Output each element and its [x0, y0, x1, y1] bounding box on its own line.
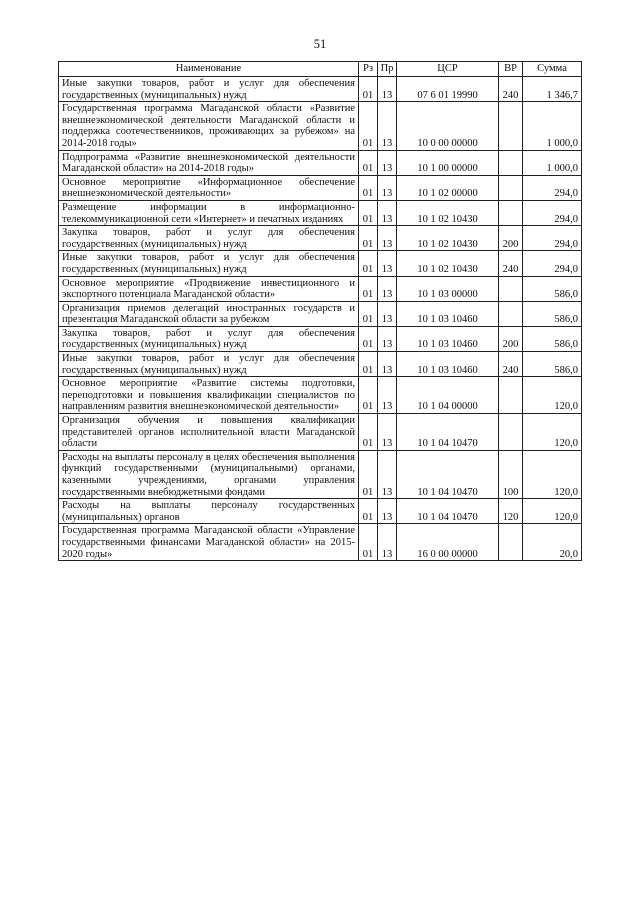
- row-vr: [499, 150, 523, 175]
- row-pr: 13: [378, 200, 397, 225]
- row-csr: 10 1 03 10460: [397, 326, 499, 351]
- row-vr: 200: [499, 326, 523, 351]
- table-row: [59, 175, 582, 200]
- row-rz: 01: [359, 175, 378, 200]
- row-rz: 01: [359, 301, 378, 326]
- row-vr: 120: [499, 499, 523, 524]
- row-vr: 100: [499, 450, 523, 498]
- table-row: [59, 276, 582, 301]
- row-rz: 01: [359, 276, 378, 301]
- row-sum: 120,0: [523, 377, 582, 414]
- header-csr: ЦСР: [397, 62, 499, 77]
- row-sum: 294,0: [523, 251, 582, 276]
- row-rz: 01: [359, 200, 378, 225]
- table-row: [59, 326, 582, 351]
- row-rz: 01: [359, 226, 378, 251]
- table-row: [59, 150, 582, 175]
- row-vr: 200: [499, 226, 523, 251]
- row-csr: 10 1 04 00000: [397, 377, 499, 414]
- row-sum: 120,0: [523, 450, 582, 498]
- row-rz: 01: [359, 352, 378, 377]
- row-pr: 13: [378, 524, 397, 561]
- row-pr: 13: [378, 377, 397, 414]
- table-row: [59, 414, 582, 451]
- row-sum: 1 000,0: [523, 150, 582, 175]
- row-vr: [499, 524, 523, 561]
- row-sum: 1 000,0: [523, 102, 582, 150]
- row-csr: 10 1 02 10430: [397, 200, 499, 225]
- row-vr: [499, 301, 523, 326]
- budget-table: [58, 61, 582, 561]
- row-pr: 13: [378, 226, 397, 251]
- header-pr: Пр: [378, 62, 397, 77]
- row-name: Организация обучения и повышения квалификации представителей органов исполнительной власти Магаданской области: [59, 414, 359, 451]
- row-csr: 10 1 04 10470: [397, 499, 499, 524]
- row-name: Основное мероприятие «Продвижение инвестиционного и экспортного потенциала Магаданской области»: [59, 276, 359, 301]
- row-sum: 120,0: [523, 499, 582, 524]
- row-name: Государственная программа Магаданской области «Развитие внешнеэкономической деятельности Магаданской области и поддержка соотечественников, проживающих за рубежом» на 2014-2018 годы»: [59, 102, 359, 150]
- row-name: Иные закупки товаров, работ и услуг для обеспечения государственных (муниципальных) нужд: [59, 352, 359, 377]
- row-vr: [499, 200, 523, 225]
- row-csr: 10 1 02 10430: [397, 251, 499, 276]
- row-rz: 01: [359, 102, 378, 150]
- row-name: Иные закупки товаров, работ и услуг для обеспечения государственных (муниципальных) нужд: [59, 251, 359, 276]
- row-csr: 10 1 00 00000: [397, 150, 499, 175]
- row-csr: 10 1 03 10460: [397, 301, 499, 326]
- row-vr: [499, 414, 523, 451]
- table-row: [59, 226, 582, 251]
- row-sum: 586,0: [523, 276, 582, 301]
- row-csr: 16 0 00 00000: [397, 524, 499, 561]
- row-rz: 01: [359, 414, 378, 451]
- row-csr: 10 1 02 10430: [397, 226, 499, 251]
- row-pr: 13: [378, 414, 397, 451]
- row-pr: 13: [378, 77, 397, 102]
- table-row: [59, 301, 582, 326]
- row-csr: 10 1 03 00000: [397, 276, 499, 301]
- header-vr: ВР: [499, 62, 523, 77]
- row-pr: 13: [378, 499, 397, 524]
- row-rz: 01: [359, 524, 378, 561]
- row-vr: 240: [499, 251, 523, 276]
- row-pr: 13: [378, 251, 397, 276]
- row-rz: 01: [359, 326, 378, 351]
- row-sum: 20,0: [523, 524, 582, 561]
- table-header-row: [59, 62, 582, 77]
- row-csr: 07 6 01 19990: [397, 77, 499, 102]
- row-pr: 13: [378, 276, 397, 301]
- row-sum: 586,0: [523, 326, 582, 351]
- row-csr: 10 1 03 10460: [397, 352, 499, 377]
- row-sum: 294,0: [523, 200, 582, 225]
- row-vr: [499, 175, 523, 200]
- row-rz: 01: [359, 77, 378, 102]
- row-vr: 240: [499, 352, 523, 377]
- row-name: Государственная программа Магаданской области «Управление государственными финансами Магаданской области» на 2015-2020 годы»: [59, 524, 359, 561]
- row-sum: 586,0: [523, 301, 582, 326]
- row-name: Иные закупки товаров, работ и услуг для обеспечения государственных (муниципальных) нужд: [59, 77, 359, 102]
- row-name: Закупка товаров, работ и услуг для обеспечения государственных (муниципальных) нужд: [59, 326, 359, 351]
- row-sum: 120,0: [523, 414, 582, 451]
- row-name: Размещение информации в информационно-телекоммуникационной сети «Интернет» и печатных изданиях: [59, 200, 359, 225]
- row-rz: 01: [359, 150, 378, 175]
- row-pr: 13: [378, 175, 397, 200]
- table-row: [59, 102, 582, 150]
- row-rz: 01: [359, 450, 378, 498]
- table-row: [59, 450, 582, 498]
- row-pr: 13: [378, 450, 397, 498]
- table-row: [59, 499, 582, 524]
- row-name: Основное мероприятие «Развитие системы подготовки, переподготовки и повышения квалификации специалистов по направлениям развития внешнеэкономической деятельности»: [59, 377, 359, 414]
- header-name: Наименование: [59, 62, 359, 77]
- row-sum: 1 346,7: [523, 77, 582, 102]
- table-row: [59, 377, 582, 414]
- row-csr: 10 0 00 00000: [397, 102, 499, 150]
- row-pr: 13: [378, 301, 397, 326]
- page-number: 51: [313, 37, 327, 51]
- row-csr: 10 1 04 10470: [397, 450, 499, 498]
- row-pr: 13: [378, 326, 397, 351]
- row-rz: 01: [359, 251, 378, 276]
- row-vr: 240: [499, 77, 523, 102]
- row-csr: 10 1 04 10470: [397, 414, 499, 451]
- row-sum: 294,0: [523, 175, 582, 200]
- row-vr: [499, 102, 523, 150]
- row-name: Организация приемов делегаций иностранных государств и презентация Магаданской области за рубежом: [59, 301, 359, 326]
- header-sum: Сумма: [523, 62, 582, 77]
- table-row: [59, 352, 582, 377]
- header-rz: Рз: [359, 62, 378, 77]
- row-vr: [499, 377, 523, 414]
- table-row: [59, 251, 582, 276]
- row-rz: 01: [359, 377, 378, 414]
- row-pr: 13: [378, 150, 397, 175]
- row-pr: 13: [378, 102, 397, 150]
- row-sum: 586,0: [523, 352, 582, 377]
- row-rz: 01: [359, 499, 378, 524]
- table-row: [59, 77, 582, 102]
- row-sum: 294,0: [523, 226, 582, 251]
- row-vr: [499, 276, 523, 301]
- row-name: Закупка товаров, работ и услуг для обеспечения государственных (муниципальных) нужд: [59, 226, 359, 251]
- row-pr: 13: [378, 352, 397, 377]
- table-row: [59, 200, 582, 225]
- row-name: Расходы на выплаты персоналу в целях обеспечения выполнения функций государственными (муниципальными) органами, казенными учреждениями, органами управления государственными внебюджетными фондами: [59, 450, 359, 498]
- row-name: Основное мероприятие «Информационное обеспечение внешнеэкономической деятельности»: [59, 175, 359, 200]
- row-csr: 10 1 02 00000: [397, 175, 499, 200]
- table-row: [59, 524, 582, 561]
- row-name: Подпрограмма «Развитие внешнеэкономической деятельности Магаданской области» на 2014-2018 годы»: [59, 150, 359, 175]
- row-name: Расходы на выплаты персоналу государственных (муниципальных) органов: [59, 499, 359, 524]
